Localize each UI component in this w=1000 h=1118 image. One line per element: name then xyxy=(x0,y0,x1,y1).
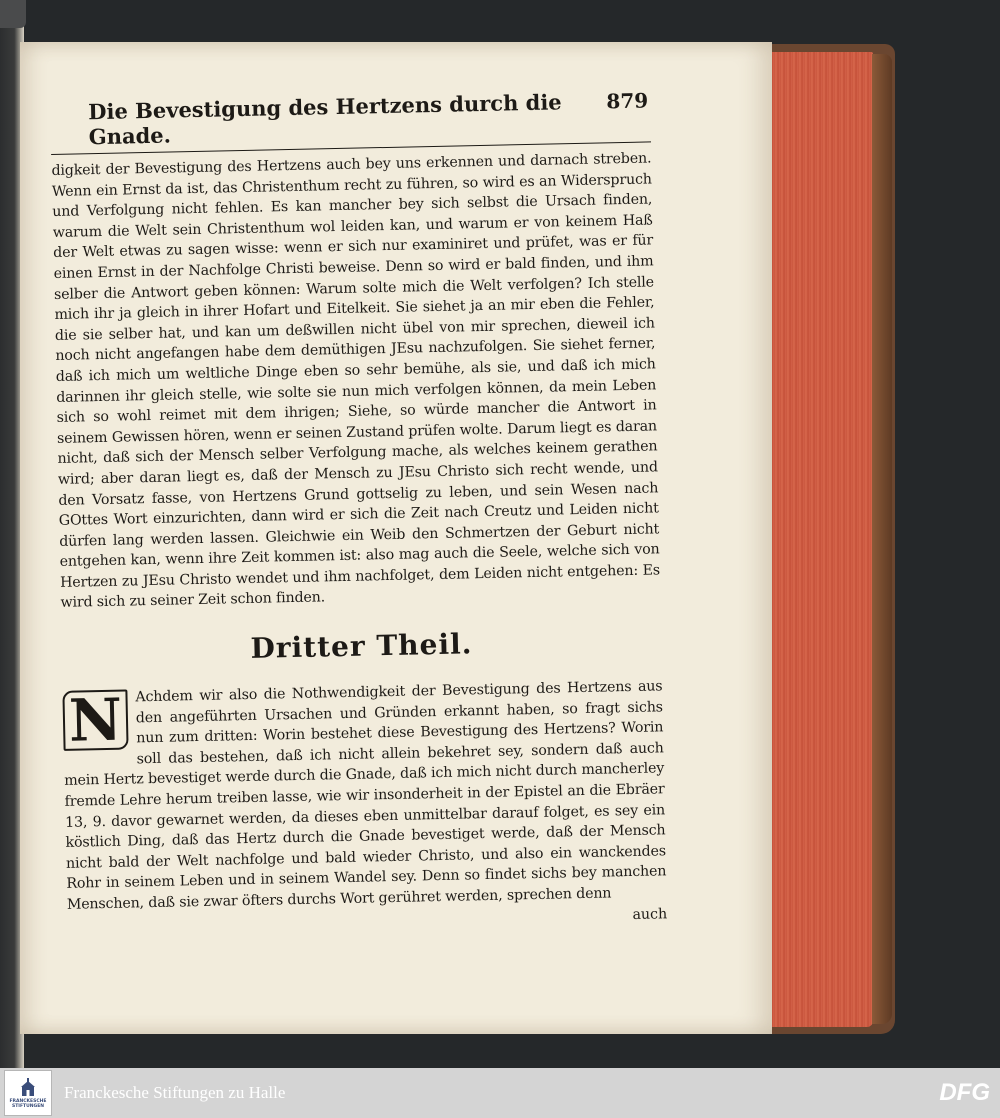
dfg-logo[interactable]: DFG xyxy=(939,1079,990,1106)
institution-name[interactable]: Franckesche Stiftungen zu Halle xyxy=(64,1083,286,1102)
paragraph-2-text: Achdem wir also die Nothwendigkeit der Bevestigung des Hertzens aus den angeführten Ursachen und Gründen erkannt haben, so fragt sichs nun zum dritten: Worin bestehet diese Bevestigung des Hertzens? Worin soll das bestehen, daß ich nicht allein bekehret sey, sondern daß auch mein Hertz bevestiget werde durch die Gnade, daß ich mich nicht durch mancherley fremde Lehre herum treiben lasse, wie wir insonderheit in der Epistel an die Ebräer 13, 9. davor gewarnet werden, da dieses eben unmittelbar darauf folget, es sey ein köstlich Ding, daß das Hertz durch die Gnade bevestiget werde, daß der Mensch nicht bald der Welt nachfolge und bald wieder Christo, und also ein wanckendes Rohr in seinem Leben und in seinem Wandel sey. Denn so findet sichs bey manchen Menschen, daß sie zwar öfters durchs Wort gerühret werden, sprechen denn xyxy=(64,678,667,913)
book-cover-edge xyxy=(872,54,892,1024)
text-block xyxy=(50,87,667,935)
section-title: Dritter Theil. xyxy=(250,627,473,665)
paragraph-1: digkeit der Bevestigung des Hertzens auch bey uns erkennen und darnach streben. Wenn ein Ernst da ist, das Christenthum recht zu führen, so wird es an Widerspruch und Verfolgung nicht fehlen. Es kan mancher bey sich selbst die Ursach finden, warum die Welt sein Christenthum wol leiden kan, und warum er von keinem Haß der Welt etwas zu sagen wisse: wenn er sich nur examiniret und prüfet, was er für einen Ernst in der Nachfolge Christi beweise. Denn so wird er bald finden, und ihm selber die Antwort geben können: Warum solte mich die Welt verfolgen? Ich stelle mich ihr ja gleich in ihrer Hofart und Eitelkeit. Sie siehet ja an mir eben die Fehler, die sie selber hat, und kan um deßwillen nicht übel von mir sprechen, dieweil ich noch nicht angefangen habe dem demüthigen JEsu nachzufolgen. Sie siehet ferner, daß ich mich um weltliche Dinge eben so sehr bemühe, als sie, und daß ich mich darinnen ihr gleich stelle, wie solte sie nun mich verfolgen können, da mein Leben sich so wohl reimet mit dem ihrigen; Siehe, so würde mancher die Antwort in seinem Gewissen hören, wenn er seinen Zustand prüfen wolte. Darum liegt es daran nicht, daß sich der Mensch selber Verfolgung mache, als welches keinem gerathen wird; aber daran liegt es, daß der Mensch zu JEsu Christo sich recht wende, und den Vorsatz fasse, von Hertzens Grund gottselig zu leben, und sein Wesen nach GOttes Wort einzurichten, dann wird er sich die Zeit nach Creutz und Leiden nicht dürfen lang werden lassen. Gleichwie ein Weib den Schmertzen der Geburt nicht entgehen kan, wenn ihre Zeit kommen ist: also mag auch die Seele, welche sich von Hertzen zu JEsu Christo wendet und ihm nachfolget, dem Leiden nicht entgehen: Es wird sich zu seiner Zeit schon finden. xyxy=(51,150,661,612)
page-number: 879 xyxy=(606,88,649,114)
catchword: auch xyxy=(632,905,668,923)
page-stack xyxy=(760,44,895,1034)
paragraph-2 xyxy=(62,676,667,915)
logo-text-2: STIFTUNGEN xyxy=(11,1104,45,1109)
drop-cap: N xyxy=(62,690,128,751)
book-page xyxy=(20,42,772,1034)
orphanage-icon xyxy=(17,1077,39,1099)
footer-bar xyxy=(0,1068,1000,1118)
running-head-title: Die Bevestigung des Hertzens durch die Gnade. xyxy=(87,89,562,150)
franckesche-logo[interactable] xyxy=(4,1070,52,1116)
red-page-edges xyxy=(768,52,873,1027)
logo-text-1: FRANCKESCHE xyxy=(9,1099,47,1104)
book-clip xyxy=(0,0,26,28)
running-head xyxy=(50,87,651,155)
